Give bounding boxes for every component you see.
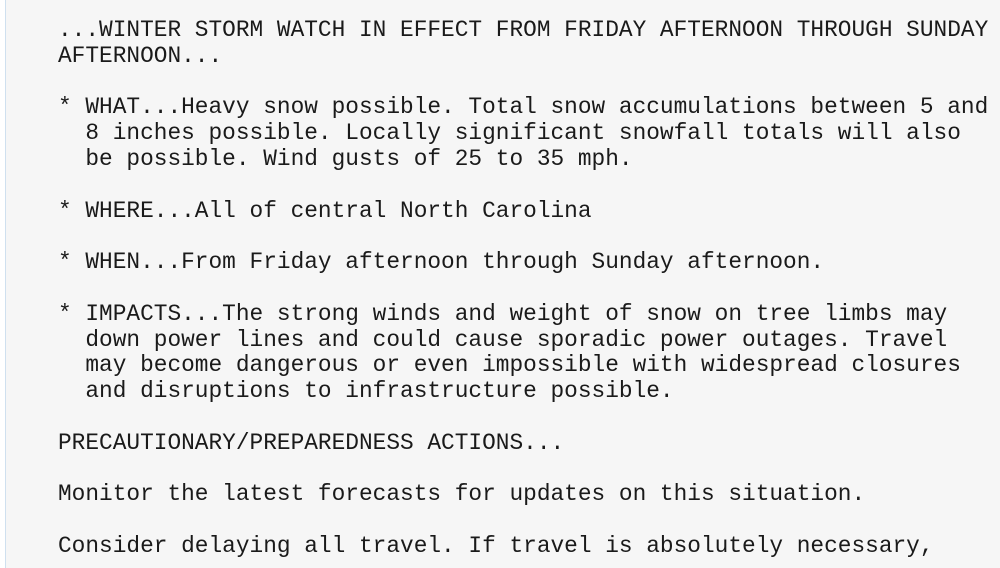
winter-storm-watch-text: ...WINTER STORM WATCH IN EFFECT FROM FRIDAY AFTERNOON THROUGH SUNDAY AFTERNOON... * WHAT...Heavy snow possible. Total snow accumulations between 5 and 8 inches possible. Locally significant snowfall totals will also be possible. Wind gusts of 25 to 35 mph. * WHERE...All of central North Carolina * WHEN...From Friday afternoon through Sunday afternoon. * IMPACTS...The strong winds and weight of snow on tree limbs may down power lines and could cause sporadic power outages. Travel may become dangerous or even impossible with widespread closures and disruptions to infrastructure possible. PRECAUTIONARY/PREPAREDNESS ACTIONS... Monitor the latest forecasts for updates on this situation. Consider delaying all travel. If travel is absolutely necessary, [58, 17, 989, 559]
left-border [0, 0, 6, 568]
